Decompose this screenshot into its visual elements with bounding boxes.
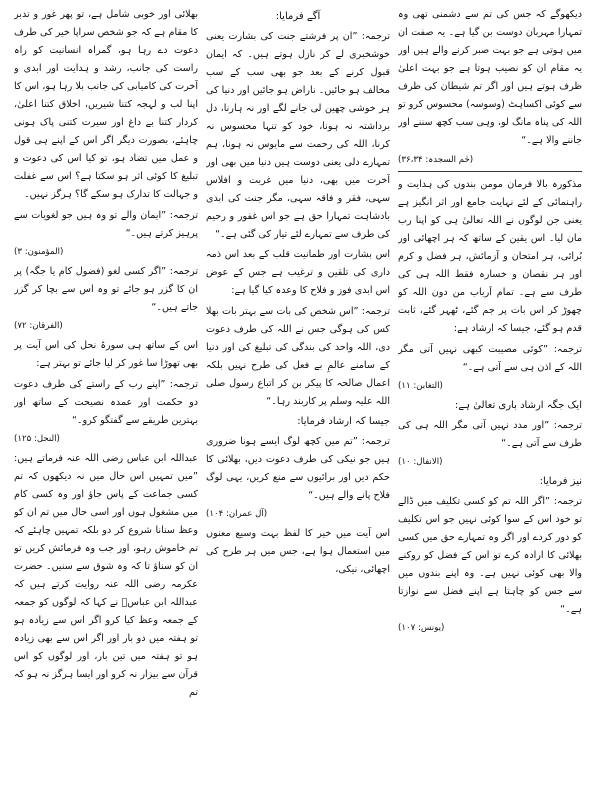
quran-translation: ترجمہ: ”اگر اللہ تم کو کسی تکلیف میں ڈالے تو خود اس کے سوا کوئی نہیں جو اس تکلیف کو دور کردے اور اگر وہ تمہارے حق میں کسی بھلائی کا ارادہ کرے تو اس کے فضل کو روکنے والا بھی کوئی نہیں ہے۔ وہ اپنے بندوں میں سے جس کو چاہتا ہے اپنے فضل سے نوازتا ہے۔“: [398, 496, 582, 615]
section-heading: ایک جگہ ارشاد باری تعالیٰ ہے:: [454, 400, 582, 411]
quran-translation: ترجمہ: ”اگر کسی لغو (فضول کام یا جگہ) پر ان کا گزر ہو جائے تو وہ اس سے بچا کر گزر جاتے ہیں۔“: [14, 266, 198, 313]
verse-reference: (حٰم السجدہ: ۳۶،۳۴): [398, 155, 474, 165]
paragraph: اس کے ساتھ ہی سورۃ نحل کی اس آیت پر بھی تھوڑا سا غور کر لیا جائے تو بہتر ہے:: [14, 340, 198, 369]
verse-reference: (المؤمنون: ۳): [14, 247, 64, 257]
paragraph: اس بشارت اور طمانیت قلب کے بعد اس ذمہ داری کی تلقین و ترغیب ہے جس کے عوض اس ابدی فوز و فلاح کا وعدہ کیا گیا ہے:: [206, 249, 390, 296]
divider: [398, 171, 582, 172]
quran-translation: ترجمہ: ”تم میں کچھ لوگ ایسے ہونا ضروری ہیں جو نیکی کی طرف دعوت دیں، بھلائی کا حکم دیں اور برائیوں سے منع کریں، یہی لوگ فلاح پانے والے ہیں۔“: [206, 436, 390, 501]
quran-translation: ترجمہ: ”اس شخص کی بات سے بہتر بات بھلا کس کی ہوگی جس نے اللہ کی طرف دعوت دی، اللہ واحد کی بندگی کی تبلیغ کی اور دنیا کے سامنے عالمِ بے فعل کی طرح نہیں بلکہ اعمال صالحہ کا پیکر بن کر اتباع رسول صلی اللہ علیہ وسلم پر کاربند رہا۔“: [206, 306, 390, 407]
column-right: [398, 6, 582, 811]
paragraph: عبداللہ ابن عباس رضی اللہ عنہ فرماتے ہیں: ”میں تمہیں اس حال میں نہ دیکھوں کہ تم کسی جماعت کے پاس جاؤ اور وہ کسی کام میں مشغول ہوں اور اسی حال میں تم ان کو وعظ سنانا شروع کر دو بلکہ تمہیں چاہئے کہ تم خاموش رہو، اور جب وہ فرمائش کریں تو ان کو سناؤ تا کہ وہ شوق سے سنیں۔ حضرت عکرمہ رضی اللہ عنہ روایت کرتے ہیں کہ عبداللہ ابن عباسؓ نے کہا کہ لوگوں کو جمعہ کے جمعہ وعظ کیا کرو اگر اس سے زیادہ ہو تو ہفتہ میں دو بار اور اگر اس سے بھی زیادہ ہو تو ہفتہ میں تین بار، اور لوگوں کو اس قرآن سے بیزار نہ کرو اور ایسا ہرگز نہ ہو کہ تم: [14, 453, 198, 698]
verse-reference: (آل عمران: ۱۰۴): [206, 509, 268, 519]
verse-reference: (الفرقان: ۷۲): [14, 321, 63, 331]
section-heading: نیز فرمایا:: [539, 476, 582, 487]
paragraph: اس آیت میں خیر کا لفظ بہت وسیع معنوں میں استعمال ہوا ہے، جس میں ہر طرح کی اچھائی، نیکی،: [206, 528, 390, 575]
quran-translation: ترجمہ: ”ان پر فرشتے جنت کی بشارت یعنی خوشخبری لے کر نازل ہوتے ہیں۔ کہ ایمان قبول کرنے کے بعد جو بھی سب کے سب مخالف ہو جائیں۔ ناراض ہو جائیں اور دنیا کی ہر خوشی چھین لی جانے لگے اور نہ ہارنا، دل برداشتہ نہ ہونا، خود کو تنہا محسوس نہ کرنا، اللہ کی رحمت سے مایوس نہ ہونا، ہم تمہارے دلی یعنی دوست ہیں دنیا میں بھی اور آخرت میں بھی، دنیا میں غربت و افلاس سہی، فقر و فاقہ سہی، مگر جنت کی ابدی بادشاہت تمہارا حق ہے جو اس غفور و رحیم کی طرف سے تمہارے لئے تیار کی گئی ہے۔“: [206, 31, 390, 240]
column-left: [14, 6, 198, 811]
section-heading: آگے فرمایا:: [275, 11, 321, 22]
paragraph: دیکھوگے کہ جس کی تم سے دشمنی تھی وہ تمہارا مہربان دوست بن گیا ہے۔ یہ صفت ان میں ہوتی ہے جو بہت صبر کرنے والے ہیں اور یہ مقام ان کو نصیب ہوتا ہے جو بہت اعلیٰ ظرف ہوتے ہیں اور اگر تم شیطان کی طرف سے کوئی اکساہٹ (وسوسہ) محسوس کرو تو اللہ کی پناہ مانگ لو، وہی سب کچھ سننے اور جاننے والا ہے۔“: [398, 9, 582, 146]
section-heading: جیسا کہ ارشاد فرمایا:: [297, 416, 390, 427]
verse-reference: (یونس: ۱۰۷): [398, 623, 445, 633]
verse-reference: (الانفال: ۱۰): [398, 457, 443, 467]
verse-reference: (التغابن: ۱۱): [398, 381, 443, 391]
verse-reference: (النحل: ۱۲۵): [14, 434, 60, 444]
quran-translation: ترجمہ: ”اپنے رب کے راستے کی طرف دعوت دو حکمت اور عمدہ نصیحت کے ساتھ اور بہترین طریقے سے گفتگو کرو۔“: [14, 379, 198, 426]
paragraph: مذکورہ بالا فرمان مومن بندوں کی ہدایت و راہنمائی کے لئے نہایت جامع اور اثر انگیز ہے یعنی جن لوگوں نے اللہ تعالیٰ ہی کو اپنا رب مان لیا۔ اس یقین کے ساتھ کہ ہر اچھائی اور بُرائی، ہر امتحان و آزمائش، ہر فضل و کرم اور ہر نقصان و خسارہ فقط اللہ ہی کی طرف سے ہے۔ تمام اَرباب من دون اللہ کو چھوڑ کر اس بات پر جم گئے، ٹھہر گئے، ثابت قدم ہو گئے، جیسا کہ ارشاد ہے:: [398, 179, 582, 334]
column-middle: [206, 6, 390, 811]
quran-translation: ترجمہ: ”کوئی مصیبت کبھی نہیں آتی مگر اللہ کے اذن ہی سے آتی ہے۔“: [398, 344, 582, 373]
quran-translation: ترجمہ: ”اور مدد نہیں آتی مگر اللہ ہی کی طرف سے آتی ہے۔“: [398, 420, 582, 449]
paragraph: بھلائی اور خوبی شامل ہے، تو پھر غور و تدبر کا مقام ہے کہ جو شخص سراپا خیر کی طرف دعوت دے رہا ہو، گمراہ انسانیت کو راہ راست کی جانب، رشد و ہدایت اور ابدی و آخرت کی کامیابی کی جانب بلا رہا ہو، اس کا اپنا لب و لہجہ کتنا شیریں، اخلاق کتنا اعلیٰ، کردار کتنا بے داغ اور سیرت کتنی پاک ہونی چاہئے، بصورت دیگر اگر اس کے اپنے ہی قول و عمل میں تضاد ہو، تو کیا اس کی دعوت و تبلیغ کا کوئی اثر ہو سکتا ہے؟ اس سے غفلت و جہالت کا تدارک ہو سکے گا؟ ہرگز نہیں۔: [14, 9, 198, 200]
quran-translation: ترجمہ: ”ایمان والے تو وہ ہیں جو لغویات سے پرہیز کرتے ہیں۔“: [14, 210, 198, 239]
